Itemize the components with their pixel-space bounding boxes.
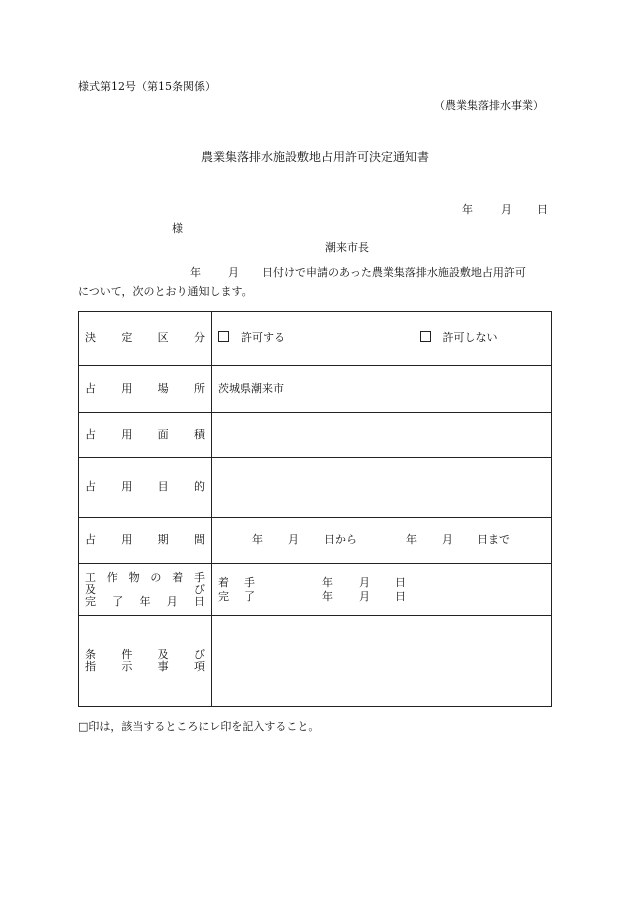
value-conditions[interactable] — [212, 616, 552, 707]
label-area — [79, 413, 212, 458]
label-char: 示 — [121, 660, 133, 673]
period-to: 日まで — [477, 533, 510, 546]
addressee-suffix: 様 — [172, 222, 183, 235]
label-char: 項 — [193, 660, 205, 673]
value-purpose[interactable] — [212, 458, 552, 518]
intro-line1-rest: 日付けで申請のあった農業集落排水施設敷地占用許可 — [262, 266, 526, 279]
checkbox-permit[interactable] — [218, 331, 229, 342]
label-char: 用 — [121, 480, 133, 494]
start-year: 年 — [322, 576, 333, 589]
label-char: 手 — [193, 570, 205, 584]
option-deny[interactable] — [420, 331, 498, 345]
label-char: 物 — [128, 570, 140, 584]
intro-line2: について，次のとおり通知します。 — [78, 285, 253, 298]
issuer: 潮来市長 — [325, 241, 369, 254]
end-label-2: 了 — [244, 590, 255, 603]
value-area[interactable] — [212, 413, 552, 458]
value-construction[interactable] — [212, 564, 552, 616]
row-area — [79, 413, 552, 458]
period-year2: 年 — [406, 533, 417, 546]
checkbox-deny[interactable] — [420, 331, 431, 342]
label-char: び — [193, 648, 205, 661]
row-purpose — [79, 458, 552, 518]
period-from: 日から — [324, 533, 357, 546]
label-char: 及 — [157, 648, 169, 661]
end-label-1: 完 — [218, 590, 229, 603]
decision-table — [78, 311, 552, 707]
label-char: 完 — [85, 594, 96, 608]
footnote: □印は，該当するところにレ印を記入すること。 — [78, 720, 320, 733]
category-label: （農業集落排水事業） — [434, 99, 544, 112]
label-char: 所 — [193, 381, 205, 395]
label-char: 占 — [85, 533, 96, 547]
end-day: 日 — [395, 590, 406, 603]
date-month: 月 — [501, 203, 512, 216]
label-char: 決 — [85, 331, 96, 345]
end-year: 年 — [322, 590, 333, 603]
label-char: 着 — [172, 570, 184, 584]
label-char: 条 — [85, 648, 96, 661]
date-year: 年 — [462, 203, 473, 216]
row-conditions — [79, 616, 552, 707]
label-char: 作 — [106, 570, 118, 584]
value-place[interactable]: 茨城県潮来市 — [212, 366, 552, 413]
label-char: 分 — [193, 331, 205, 345]
label-char: 日 — [194, 594, 205, 608]
label-char: 的 — [193, 480, 205, 494]
start-label-2: 手 — [244, 576, 255, 589]
label-char: 件 — [121, 648, 133, 661]
option-permit-label: 許可する — [241, 331, 285, 345]
document-title: 農業集落排水施設敷地占用許可決定通知書 — [200, 150, 429, 164]
label-char: 期 — [157, 533, 169, 547]
start-label-1: 着 — [218, 576, 229, 589]
label-char: 了 — [112, 594, 124, 608]
intro-year: 年 — [190, 266, 201, 279]
form-number: 様式第12号（第15条関係） — [78, 80, 216, 93]
end-month: 月 — [359, 590, 370, 603]
label-char: の — [150, 570, 162, 584]
label-period — [79, 518, 212, 564]
label-char: 積 — [193, 427, 205, 441]
row-period — [79, 518, 552, 564]
label-decision — [79, 312, 212, 366]
label-char: 面 — [157, 427, 169, 441]
start-day: 日 — [395, 576, 406, 589]
intro-month: 月 — [228, 266, 239, 279]
label-char: 定 — [121, 331, 133, 345]
row-construction — [79, 564, 552, 616]
label-char: 間 — [193, 533, 205, 547]
label-char: 占 — [85, 427, 96, 441]
label-construction — [79, 564, 212, 616]
row-place — [79, 366, 552, 413]
label-char: 年 — [139, 594, 151, 608]
label-char: 用 — [121, 381, 133, 395]
value-period[interactable] — [212, 518, 552, 564]
option-deny-label: 許可しない — [442, 331, 498, 345]
option-permit[interactable] — [218, 331, 416, 345]
period-month2: 月 — [442, 533, 453, 546]
label-char: 工 — [85, 570, 96, 584]
label-char: 区 — [157, 331, 169, 345]
start-month: 月 — [359, 576, 370, 589]
label-char: び — [194, 582, 205, 596]
row-decision — [79, 312, 552, 366]
label-char: 占 — [85, 480, 96, 494]
label-char: 事 — [157, 660, 169, 673]
label-char: 用 — [121, 427, 133, 441]
label-char: 指 — [85, 660, 96, 673]
period-month1: 月 — [288, 533, 299, 546]
period-year1: 年 — [252, 533, 263, 546]
date-day: 日 — [537, 203, 548, 216]
label-char: 用 — [121, 533, 133, 547]
label-place — [79, 366, 212, 413]
label-char: 及 — [85, 582, 96, 596]
label-purpose — [79, 458, 212, 518]
label-char: 月 — [166, 594, 178, 608]
label-char: 目 — [157, 480, 169, 494]
label-char: 場 — [157, 381, 169, 395]
value-decision — [212, 312, 552, 366]
label-conditions — [79, 616, 212, 707]
label-char: 占 — [85, 381, 96, 395]
